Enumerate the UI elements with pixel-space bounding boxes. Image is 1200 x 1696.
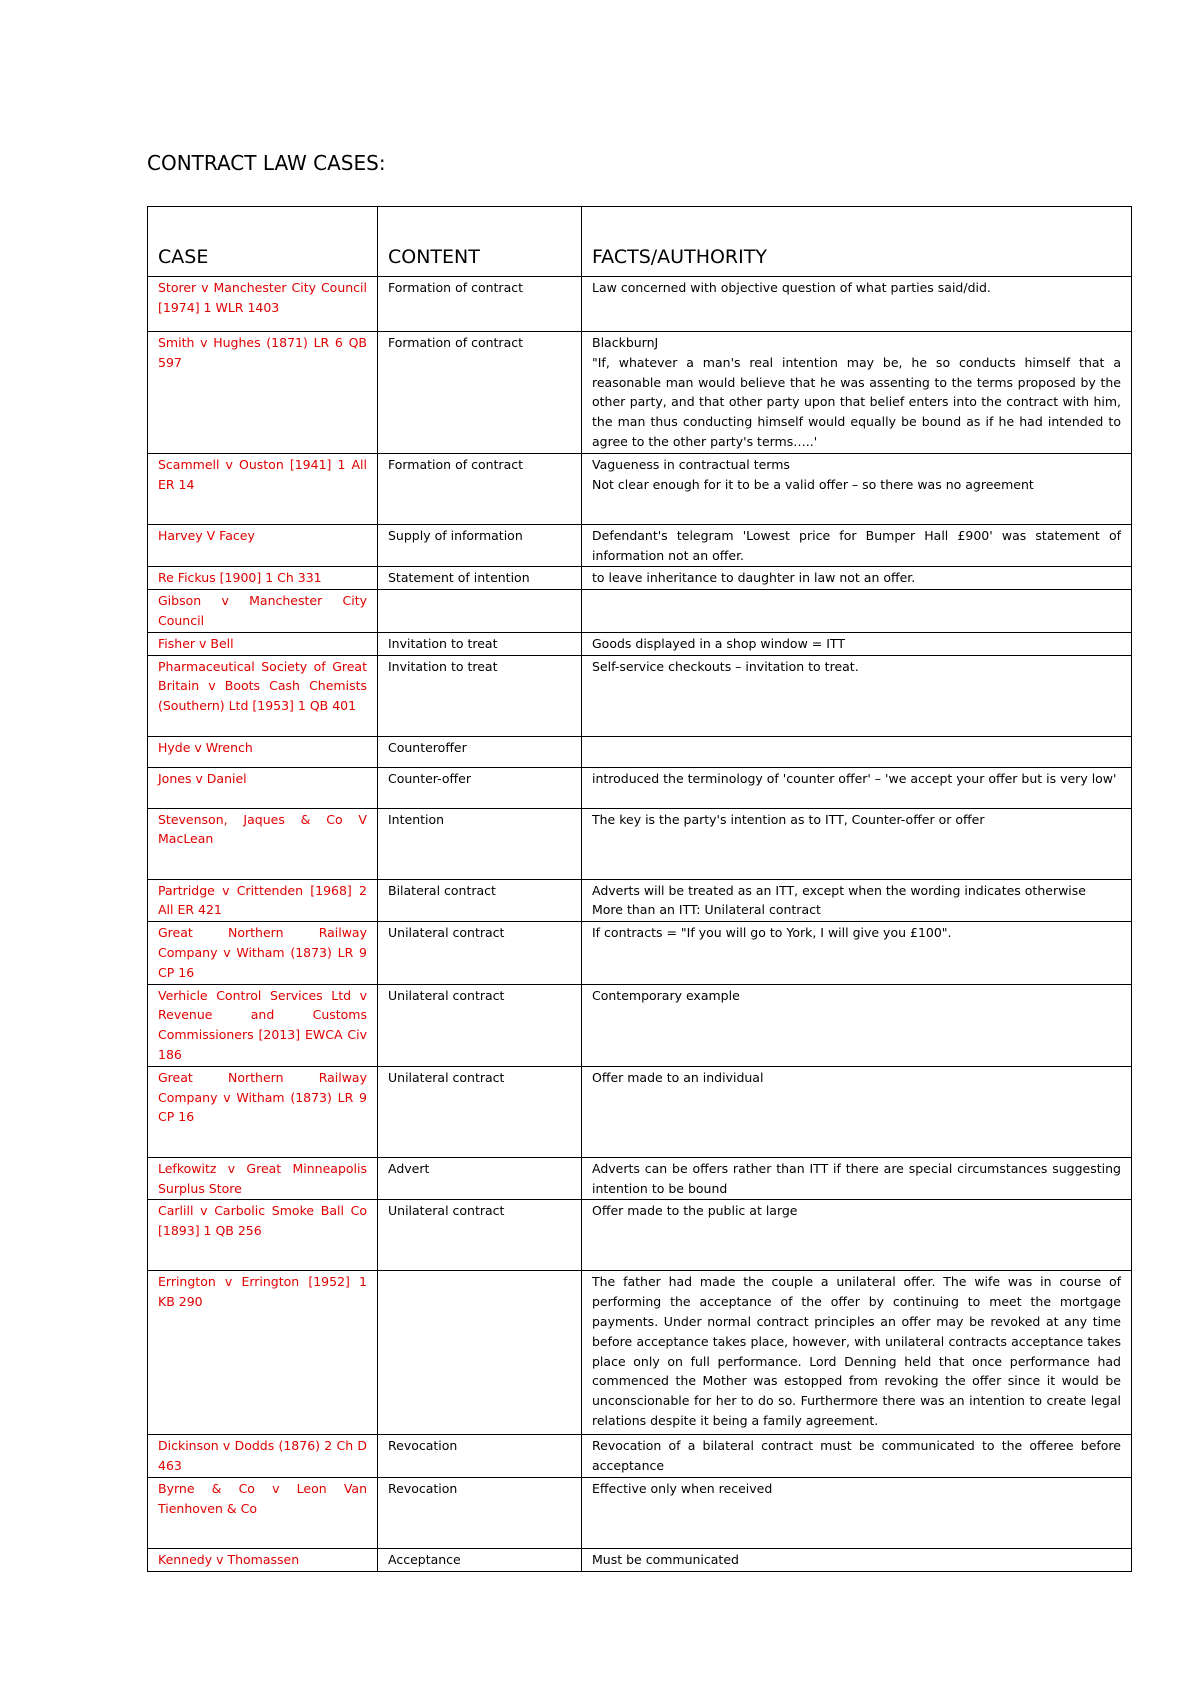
facts-cell [582,590,1132,633]
case-name-cell: Re Fickus [1900] 1 Ch 331 [148,567,378,590]
content-cell: Unilateral contract [378,1066,582,1157]
content-cell: Counteroffer [378,736,582,767]
facts-line: Not clear enough for it to be a valid offer – so there was no agreement [592,476,1034,492]
content-cell: Supply of information [378,524,582,567]
facts-line: Effective only when received [592,1480,773,1496]
table-row [148,984,1132,1066]
case-name-cell: Errington v Errington [1952] 1 KB 290 [148,1271,378,1435]
facts-line: If contracts = "If you will go to York, I will give you £100". [592,925,952,941]
case-name-cell: Gibson v Manchester City Council [148,590,378,633]
case-name-cell: Lefkowitz v Great Minneapolis Surplus Store [148,1157,378,1200]
document-title: CONTRACT LAW CASES: [147,151,386,175]
case-name-cell: Jones v Daniel [148,767,378,808]
case-name-cell: Great Northern Railway Company v Witham (1873) LR 9 CP 16 [148,1066,378,1157]
table-row [148,632,1132,655]
facts-cell [582,453,1132,524]
header-case: CASE [148,207,378,277]
content-cell: Intention [378,808,582,879]
facts-cell [582,922,1132,984]
table-row [148,655,1132,736]
content-cell: Unilateral contract [378,922,582,984]
facts-line: Offer made to an individual [592,1069,764,1085]
facts-cell [582,1435,1132,1478]
table-row [148,1477,1132,1548]
facts-cell [582,1200,1132,1271]
content-cell: Formation of contract [378,277,582,332]
facts-cell [582,808,1132,879]
facts-cell [582,1477,1132,1548]
table-row [148,453,1132,524]
cases-table [147,206,1132,1572]
content-cell: Counter-offer [378,767,582,808]
table-row [148,736,1132,767]
facts-line: Law concerned with objective question of what parties said/did. [592,280,991,295]
facts-line: Contemporary example [592,987,740,1003]
case-name-cell: Carlill v Carbolic Smoke Ball Co [1893] 1 QB 256 [148,1200,378,1271]
table-row [148,1271,1132,1435]
facts-line: Adverts can be offers rather than ITT if there are special circumstances suggesting intention to be bound [592,1160,1121,1196]
facts-line: "If, whatever a man's real intention may be, he so conducts himself that a reasonable man would believe that he was assenting to the terms proposed by the other party, and that other party upon that belief enters into the contract with him, the man thus conducting himself would equally be bound as if he had intended to agree to the other party's terms…..' [592,354,1121,449]
facts-line: Revocation of a bilateral contract must be communicated to the offeree before acceptance [592,1438,1121,1474]
content-cell [378,1271,582,1435]
facts-cell [582,1066,1132,1157]
table-row [148,767,1132,808]
case-name-cell: Byrne & Co v Leon Van Tienhoven & Co [148,1477,378,1548]
case-name-cell: Dickinson v Dodds (1876) 2 Ch D 463 [148,1435,378,1478]
table-row [148,1066,1132,1157]
table-body [148,277,1132,1572]
facts-cell [582,1271,1132,1435]
case-name-cell: Verhicle Control Services Ltd v Revenue and Customs Commissioners [2013] EWCA Civ 186 [148,984,378,1066]
facts-cell [582,277,1132,332]
content-cell: Revocation [378,1477,582,1548]
case-name-cell: Partridge v Crittenden [1968] 2 All ER 421 [148,879,378,922]
table-row [148,922,1132,984]
content-cell: Formation of contract [378,453,582,524]
facts-cell [582,632,1132,655]
table-row [148,1548,1132,1571]
table-row [148,879,1132,922]
facts-line: Vagueness in contractual terms [592,456,790,472]
facts-cell [582,567,1132,590]
table-row [148,1157,1132,1200]
case-name-cell: Smith v Hughes (1871) LR 6 QB 597 [148,332,378,454]
content-cell [378,590,582,633]
content-cell: Acceptance [378,1548,582,1571]
content-cell: Formation of contract [378,332,582,454]
header-content: CONTENT [378,207,582,277]
table-row [148,1200,1132,1271]
facts-cell [582,524,1132,567]
facts-cell [582,1548,1132,1571]
facts-cell [582,736,1132,767]
case-name-cell: Stevenson, Jaques & Co V MacLean [148,808,378,879]
table-row [148,524,1132,567]
facts-cell [582,332,1132,454]
case-name-cell: Storer v Manchester City Council [1974] 1 WLR 1403 [148,277,378,332]
content-cell: Statement of intention [378,567,582,590]
facts-cell [582,655,1132,736]
case-name-cell: Scammell v Ouston [1941] 1 All ER 14 [148,453,378,524]
case-name-cell: Hyde v Wrench [148,736,378,767]
facts-line: to leave inheritance to daughter in law not an offer. [592,570,916,586]
table-row [148,808,1132,879]
facts-line: The key is the party's intention as to ITT, Counter-offer or offer [592,811,985,827]
content-cell: Invitation to treat [378,632,582,655]
facts-line: More than an ITT: Unilateral contract [592,902,821,918]
facts-cell [582,984,1132,1066]
facts-line: BlackburnJ [592,335,659,350]
case-name-cell: Kennedy v Thomassen [148,1548,378,1571]
facts-cell [582,879,1132,922]
content-cell: Invitation to treat [378,655,582,736]
table-row [148,567,1132,590]
case-name-cell: Pharmaceutical Society of Great Britain v Boots Cash Chemists (Southern) Ltd [1953] 1 QB 401 [148,655,378,736]
facts-line: Must be communicated [592,1551,739,1567]
facts-line: The father had made the couple a unilateral offer. The wife was in course of performing the acceptance of the offer by continuing to meet the mortgage payments. Under normal contract principles an offer may be revoked at any time before acceptance takes place, however, with unilateral contracts acceptance takes place only on full performance. Lord Denning held that once performance had commenced the Mother was estopped from revoking the offer since it would be unconscionable for her to do so. Furthermore there was an intention to create legal relations despite it being a family agreement. [592,1274,1121,1428]
table-row [148,277,1132,332]
case-name-cell: Fisher v Bell [148,632,378,655]
table-row [148,1435,1132,1478]
case-name-cell: Great Northern Railway Company v Witham (1873) LR 9 CP 16 [148,922,378,984]
facts-line: Adverts will be treated as an ITT, except when the wording indicates otherwise [592,882,1086,898]
content-cell: Unilateral contract [378,1200,582,1271]
table-row [148,590,1132,633]
content-cell: Revocation [378,1435,582,1478]
facts-line: Goods displayed in a shop window = ITT [592,635,845,651]
content-cell: Advert [378,1157,582,1200]
facts-cell [582,767,1132,808]
table-row [148,332,1132,454]
facts-line: Defendant's telegram 'Lowest price for Bumper Hall £900' was statement of information not an offer. [592,527,1121,563]
facts-cell [582,1157,1132,1200]
facts-line: Offer made to the public at large [592,1203,798,1219]
facts-line: introduced the terminology of 'counter offer' – 'we accept your offer but is very low' [592,770,1117,786]
table-header-row [148,207,1132,277]
facts-line: Self-service checkouts – invitation to treat. [592,658,859,674]
content-cell: Unilateral contract [378,984,582,1066]
case-name-cell: Harvey V Facey [148,524,378,567]
content-cell: Bilateral contract [378,879,582,922]
header-facts: FACTS/AUTHORITY [582,207,1132,277]
